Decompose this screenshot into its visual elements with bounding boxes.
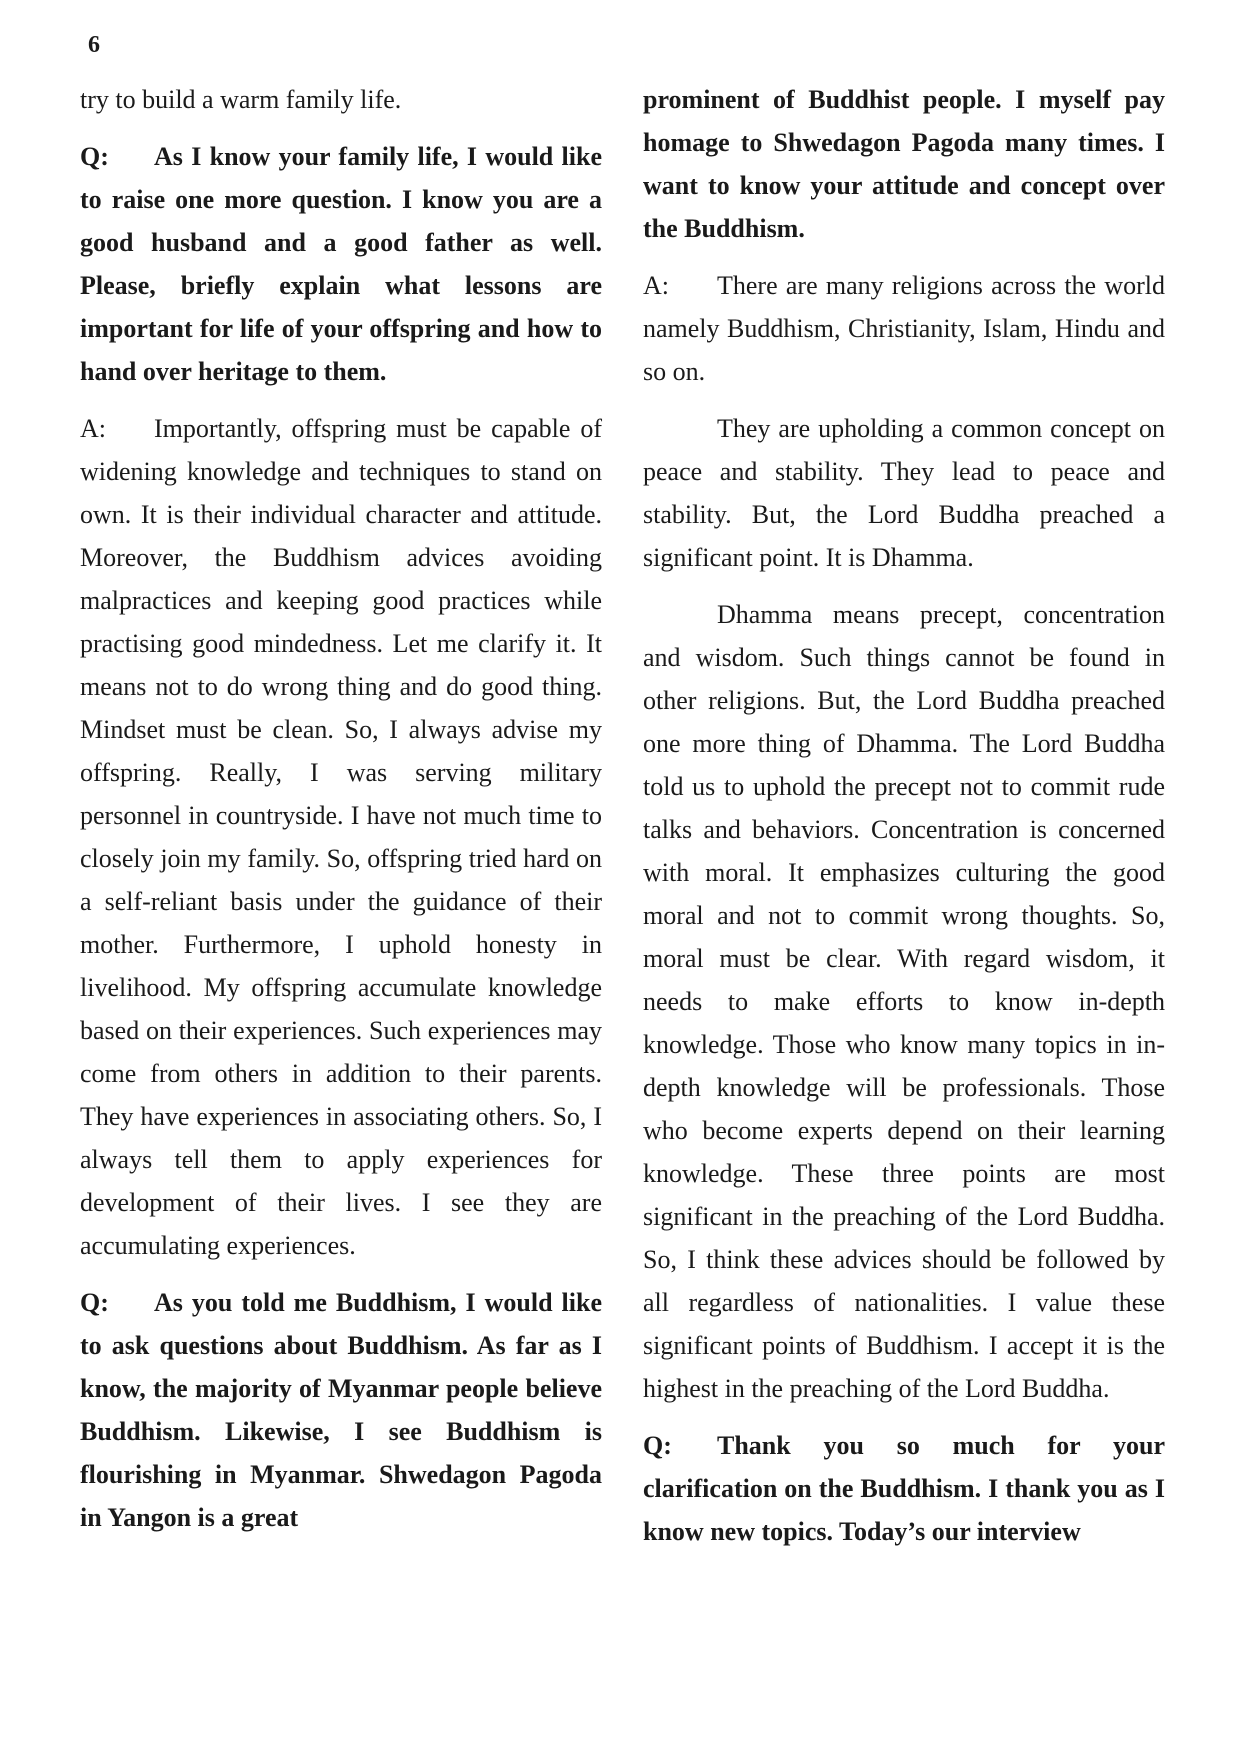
paragraph: Dhamma means precept, concentration and wisdom. Such things cannot be found in other religions. But, the Lord Buddha preached one more thing of Dhamma. The Lord Buddha told us to uphold the precept not to commit rude talks and behaviors. Concentration is concerned with moral. It emphasizes culturing the good moral and not to commit wrong thoughts. So, moral must be clear. With regard wisdom, it needs to make efforts to know in-depth knowledge. Those who know many topics in in-depth knowledge will be professionals. Those who become experts depend on their learning knowledge. These three points are most significant in the preaching of the Lord Buddha. So, I think these advices should be followed by all regardless of nationalities. I value these significant points of Buddhism. I accept it is the highest in the preaching of the Lord Buddha. <box>643 600 1165 1403</box>
right-column <box>643 78 1165 1567</box>
question-2-continuation: prominent of Buddhist people. I myself pay homage to Shwedagon Pagoda many times. I want to know your attitude and concept over the Buddhism. <box>643 85 1165 243</box>
left-column <box>80 78 602 1553</box>
answer-text: Importantly, offspring must be capable of widening knowledge and techniques to stand on own. It is their individual character and attitude. Moreover, the Buddhism advices avoiding malpractices and keeping good practices while practising good mindedness. Let me clarify it. It means not to do wrong thing and do good thing. Mindset must be clean. So, I always advise my offspring. Really, I was serving military personnel in countryside. I have not much time to closely join my family. So, offspring tried hard on a self-reliant basis under the guidance of their mother. Furthermore, I uphold honesty in livelihood. My offspring accumulate knowledge based on their experiences. Such experiences may come from others in addition to their parents. They have experiences in associating others. So, I always tell them to apply experiences for development of their lives. I see they are accumulating experiences. <box>80 414 602 1260</box>
question-text: As I know your family life, I would like to raise one more question. I know you are a good husband and a good father as well. Please, briefly explain what lessons are important for life of your offspring and how to hand over heritage to them. <box>80 142 602 386</box>
question-text: Thank you so much for your clarification on the Buddhism. I thank you as I know new topics. Today’s our interview <box>643 1431 1165 1546</box>
answer-label: A: <box>643 271 669 300</box>
answer-text: There are many religions across the world namely Buddhism, Christianity, Islam, Hindu and so on. <box>643 271 1165 386</box>
answer-label: A: <box>80 414 106 443</box>
answer-1 <box>80 407 602 1267</box>
question-2 <box>80 1281 602 1539</box>
paragraph-continuation: try to build a warm family life. <box>80 85 402 114</box>
question-label: Q: <box>643 1431 672 1460</box>
question-label: Q: <box>80 1288 109 1317</box>
paragraph: They are upholding a common concept on peace and stability. They lead to peace and stability. But, the Lord Buddha preached a significant point. It is Dhamma. <box>643 414 1165 572</box>
question-label: Q: <box>80 142 109 171</box>
question-1 <box>80 135 602 393</box>
answer-2 <box>643 264 1165 393</box>
page-number: 6 <box>88 32 100 58</box>
question-3 <box>643 1424 1165 1553</box>
question-text: As you told me Buddhism, I would like to ask questions about Buddhism. As far as I know, the majority of Myanmar people believe Buddhism. Likewise, I see Buddhism is flourishing in Myanmar. Shwedagon Pagoda in Yangon is a great <box>80 1288 602 1532</box>
